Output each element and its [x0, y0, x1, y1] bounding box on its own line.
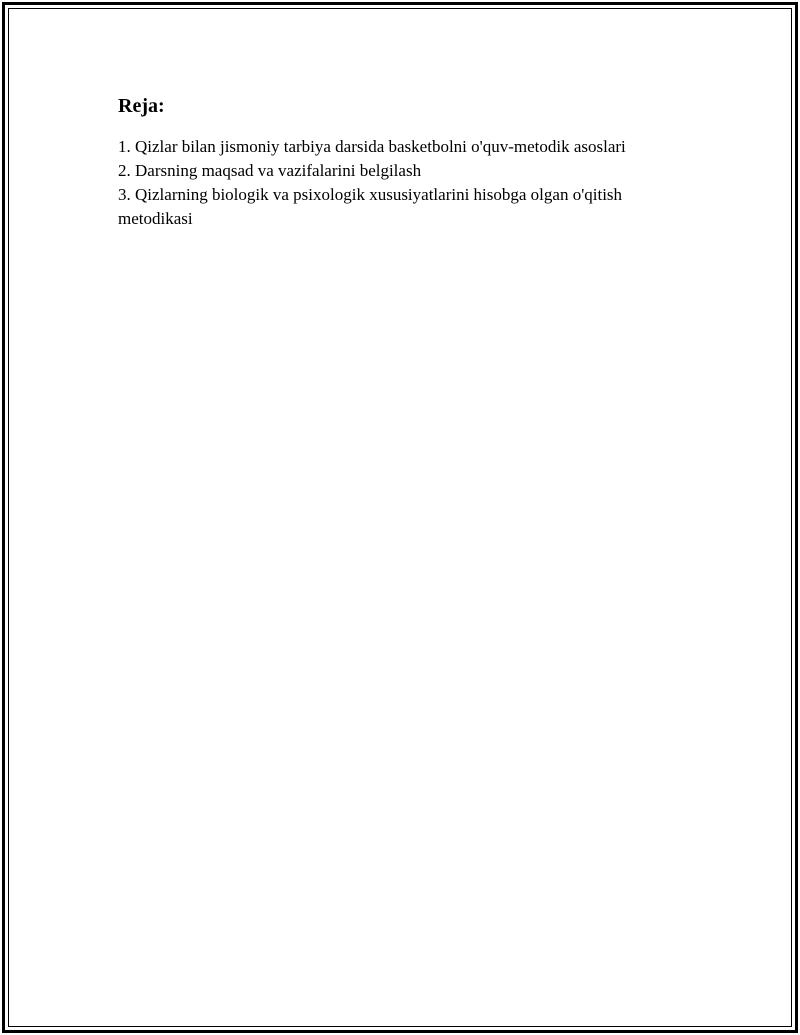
plan-list [118, 135, 688, 231]
document-body [118, 93, 688, 231]
plan-heading: Reja: [118, 95, 165, 117]
plan-item-3: 3. Qizlarning biologik va psixologik xususiyatlarini hisobga olgan o'qitish metodikasi [118, 185, 623, 228]
plan-item-2: 2. Darsning maqsad va vazifalarini belgilash [118, 161, 422, 180]
plan-item-1: 1. Qizlar bilan jismoniy tarbiya darsida basketbolni o'quv-metodik asoslari [118, 137, 626, 156]
